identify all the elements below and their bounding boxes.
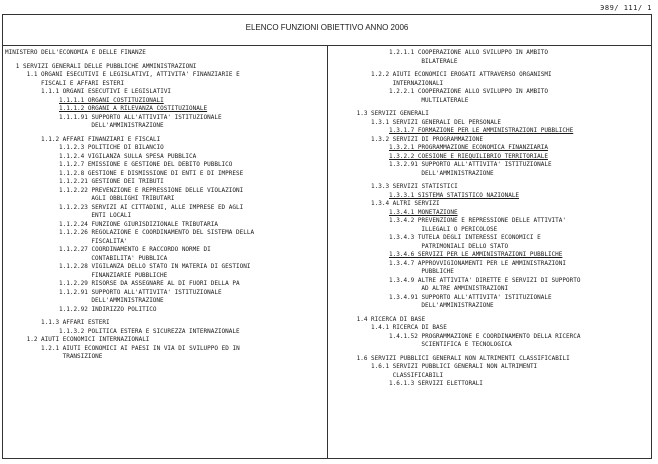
list-item: FINANZIARIE PUBBLICHE [91,271,168,279]
table-frame [2,14,652,459]
list-item: 1.4 RICERCA DI BASE [356,315,426,323]
list-item: 1.1.2.29 RISORSE DA ASSEGNARE AL DI FUORI DELLA PA [59,280,240,287]
list-item: MINISTERO DELL'ECONOMIA E DELLE FINANZE [5,49,146,56]
list-item: AD ALTRE AMMINISTRAZIONI [421,285,509,292]
list-item: 1.1.2.22 PREVENZIONE E REPRESSIONE DELLE VIOLAZIONI [59,186,244,194]
list-item: 1.3.2.2 COESIONE E RIEQUILIBRIO TERRITORIALE [389,152,548,160]
list-item: PATRIMONIALI DELLO STATO [421,242,509,250]
list-item: 1.3.4.2 PREVENZIONE E REPRESSIONE DELLE ATTIVITA' [389,217,567,224]
list-item: 1.1.2.21 GESTIONE DEI TRIBUTI [59,178,164,185]
list-item: 1 SERVIZI GENERALI DELLE PUBBLICHE AMMINISTRAZIONI [15,62,197,70]
list-item: BILATERALE [421,57,458,65]
left-column [5,49,323,362]
page-title: ELENCO FUNZIONI OBIETTIVO ANNO 2006 [245,23,409,32]
list-item: DELL'AMMINISTRAZIONE [91,297,164,304]
list-item: 1.1.3 AFFARI ESTERI [41,319,110,326]
list-item: MULTILATERALE [421,96,469,104]
list-item: 1.1.1.91 SUPPORTO ALL'ATTIVITA' ISTITUZIONALE [59,113,222,121]
list-item: 1.3.2 SERVIZI DI PROGRAMMAZIONE [371,135,483,143]
list-item: 1.1.2.24 FUNZIONE GIURISDIZIONALE TRIBUTARIA [59,220,218,228]
list-item: 1.2.2.1 COOPERAZIONE ALLO SVILUPPO IN AMBITO [389,88,548,95]
list-item: 1.4.1.52 PROGRAMMAZIONE E COORDINAMENTO DELLA RICERCA [389,332,581,340]
list-item: CONTABILITA' PUBBLICA [91,254,168,262]
list-item: 1.3.1.7 FORMAZIONE PER LE AMMINISTRAZIONI PUBBLICHE [389,127,574,134]
list-item: FISCALI E AFFARI ESTERI [41,79,125,87]
list-item: 1.4.1 RICERCA DI BASE [371,324,447,331]
list-item: 1.3.1 SERVIZI GENERALI DEL PERSONALE [371,118,502,126]
list-item: CLASSIFICABILI [392,371,444,379]
list-item: 1.1.2.92 INDIRIZZO POLITICO [59,305,157,313]
list-item: DELL'AMMINISTRAZIONE [421,302,494,309]
list-item: 1.1.2.91 SUPPORTO ALL'ATTIVITA' ISTITUZIONALE [59,288,222,296]
list-item: 1.1.2.28 VIGILANZA DELLO STATO IN MATERIA DI GESTIONI [59,263,251,270]
list-item: INTERNAZIONALI [392,79,444,87]
corner-stamp: Э89/ 111/ 1 [600,4,652,12]
list-item: 1.3.4.9 ALTRE ATTIVITA' DIRETTE E SERVIZI DI SUPPORTO [389,276,581,284]
list-item: 1.3.3.1 SISTEMA STATISTICO NAZIONALE [389,191,520,199]
list-item: PUBBLICHE [421,268,454,275]
right-column [335,49,647,389]
list-item: 1.3.4 ALTRI SERVIZI [371,200,440,207]
list-item: 1.3.4.3 TUTELA DEGLI INTERESSI ECONOMICI E [389,234,541,241]
list-item: TRANSIZIONE [62,353,103,360]
list-item: 1.1.1.2 ORGANI A RILEVANZA COSTITUZIONALE [59,105,208,112]
list-item: ILLEGALI O PERICOLOSE [421,225,498,233]
list-item: 1.3.4.6 SERVIZI PER LE AMMINISTRAZIONI PUBBLICHE [389,251,563,258]
column-divider [327,45,328,458]
list-item: 1.2 AIUTI ECONOMICI INTERNAZIONALI [26,336,150,343]
list-item: 1.6.1 SERVIZI PUBBLICI GENERALI NON ALTRIMENTI [371,363,538,370]
list-item: 1.2.2 AIUTI ECONOMICI EROGATI ATTRAVERSO ORGANISMI [371,71,552,78]
list-item: 1.3.4.7 APPROVVIGIONAMENTI PER LE AMMINISTRAZIONI [389,259,567,267]
list-item: 1.3.3 SERVIZI STATISTICI [371,183,458,190]
list-item: 1.1.2 AFFARI FINANZIARI E FISCALI [41,135,161,143]
list-item: FISCALITA' [91,237,128,245]
list-item: 1.6.1.3 SERVIZI ELETTORALI [389,380,483,387]
list-item: 1.3.2.91 SUPPORTO ALL'ATTIVITA' ISTITUZIONALE [389,161,552,168]
list-item: 1.1.3.2 POLITICA ESTERA E SICUREZZA INTERNAZIONALE [59,327,240,335]
list-item: 1.3.4.1 MONETAZIONE [389,208,458,216]
list-item: SCIENTIFICA E TECNOLOGICA [421,341,512,348]
list-item: 1.1.2.4 VIGILANZA SULLA SPESA PUBBLICA [59,152,197,160]
list-item: 1.1.2.7 EMISSIONE E GESTIONE DEL DEBITO PUBBLICO [59,161,233,168]
list-item: ENTI LOCALI [91,212,132,219]
list-item: 1.1.1.1 ORGANI COSTITUZIONALI [59,96,164,104]
list-item: 1.3.4.91 SUPPORTO ALL'ATTIVITA' ISTITUZIONALE [389,293,552,301]
list-item: 1.6 SERVIZI PUBBLICI GENERALI NON ALTRIMENTI CLASSIFICABILI [356,354,570,362]
list-item: 1.1.2.23 SERVIZI AI CITTADINI, ALLE IMPRESE ED AGLI [59,203,244,211]
list-item: 1.1.2.27 COORDINAMENTO E RACCORDO NORME DI [59,246,211,253]
list-item: 1.3 SERVIZI GENERALI [356,110,429,117]
list-item: 1.1 ORGANI ESECUTIVI E LEGISLATIVI, ATTIVITA' FINANZIARIE E [26,71,240,78]
list-item: AGLI OBBLIGHI TRIBUTARI [91,195,175,202]
list-item: 1.3.2.1 PROGRAMMAZIONE ECONOMICA FINANZIARIA [389,144,548,151]
list-item: DELL'AMMINISTRAZIONE [421,169,494,177]
list-item: 1.2.1.1 COOPERAZIONE ALLO SVILUPPO IN AMBITO [389,49,548,56]
list-item: DELL'AMMINISTRAZIONE [91,122,164,129]
list-item: 1.1.2.26 REGOLAZIONE E COORDINAMENTO DEL SISTEMA DELLA [59,229,255,236]
list-item: 1.1.2.3 POLITICHE DI BILANCIO [59,144,164,151]
list-item: 1.1.2.8 GESTIONE E DISMISSIONE DI ENTI E DI IMPRESE [59,169,244,177]
list-item: 1.1.1 ORGANI ESECUTIVI E LEGISLATIVI [41,88,172,95]
list-item: 1.2.1 AIUTI ECONOMICI AI PAESI IN VIA DI SVILUPPO ED IN [41,344,240,352]
